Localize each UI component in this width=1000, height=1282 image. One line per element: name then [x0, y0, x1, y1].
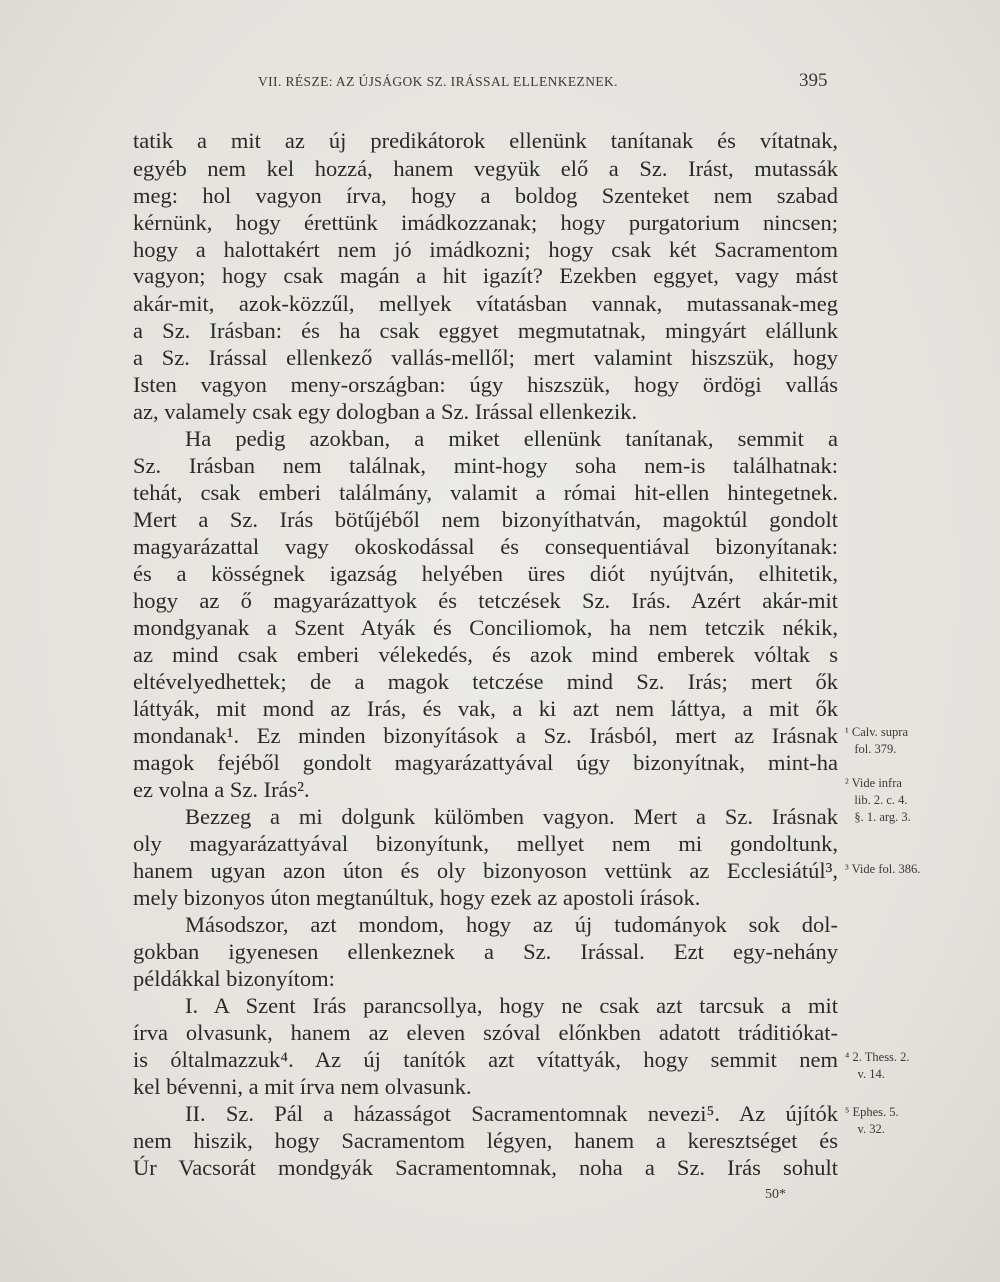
text-line: az, valamely csak egy dologban a Sz. Irással ellenkezik. [133, 399, 638, 424]
text-line: a Sz. Irásban: és ha csak eggyet megmutatnak, mingyárt elállunk [133, 318, 838, 343]
text-line: Bezzeg a mi dolgunk külömben vagyon. Mert a Sz. Irásnak [185, 804, 838, 829]
text-line: magok fejéből gondolt magyarázattyával úgy bizonyítnak, mint-ha [133, 750, 838, 775]
footnote-3: ³ Vide fol. 386. [845, 862, 921, 876]
text-line: II. Sz. Pál a házasságot Sacramentomnak nevezi⁵. Az újítók [185, 1101, 838, 1126]
text-line: láttyák, mit mond az Irás, és vak, a ki azt nem láttya, a mit ők [133, 696, 838, 721]
text-line: tatik a mit az új predikátorok ellenünk tanítanak és vítatnak, [133, 128, 838, 153]
page-number: 395 [799, 70, 828, 91]
text-line: ez volna a Sz. Irás². [133, 777, 310, 802]
text-line: gokban igyenesen ellenkeznek a Sz. Irással. Ezt egy-nehány [133, 939, 838, 964]
text-line: hogy a halottakért nem jó imádkozni; hogy csak két Sacramentom [133, 237, 838, 262]
text-line: Mert a Sz. Irás bötűjéből nem bizonyíthatván, magoktúl gondolt [133, 507, 838, 532]
text-line: mondgyanak a Szent Atyák és Conciliomok, ha nem tetczik nékik, [133, 615, 838, 640]
text-line: meg: hol vagyon írva, hogy a boldog Szenteket nem szabad [133, 183, 838, 208]
text-line: Sz. Irásban nem találnak, mint-hogy soha nem-is találhatnak: [133, 453, 838, 478]
text-line: I. A Szent Irás parancsollya, hogy ne csak azt tarcsuk a mit [185, 993, 838, 1018]
footnote-5: ⁵ Ephes. 5. v. 32. [845, 1105, 899, 1136]
text-line: kel bévenni, a mit írva nem olvasunk. [133, 1074, 472, 1099]
text-line: hogy az ő magyarázattyok és tetczések Sz. Irás. Azért akár-mit [133, 588, 838, 613]
footnote-2: ² Vide infra lib. 2. c. 4. §. 1. arg. 3. [845, 776, 911, 824]
footnote-4: ⁴ 2. Thess. 2. v. 14. [845, 1050, 910, 1081]
footnote-1: ¹ Calv. supra fol. 379. [845, 725, 908, 756]
text-line: vagyon; hogy csak magán a hit igazít? Ezekben eggyet, vagy mást [133, 263, 838, 288]
text-line: és a kösségnek igazság helyében üres diót nyújtván, elhitetik, [133, 561, 838, 586]
text-line: akár-mit, azok-közzűl, mellyek vítatásban vannak, mutassanak-meg [133, 291, 838, 316]
text-line: is óltalmazzuk⁴. Az új tanítók azt vítattyák, hogy semmit nem [133, 1047, 838, 1072]
text-line: mely bizonyos úton megtanúltuk, hogy ezek az apostoli írások. [133, 885, 701, 910]
text-line: kérnünk, hogy érettünk imádkozzanak; hogy purgatorium nincsen; [133, 210, 838, 235]
text-line: magyarázattal vagy okoskodással és consequentiával bizonyítanak: [133, 534, 838, 559]
text-line: Másodszor, azt mondom, hogy az új tudományok sok dol- [185, 912, 838, 937]
text-line: hanem ugyan azon úton és oly bizonyoson vettünk az Ecclesiátúl³, [133, 858, 838, 883]
text-line: eltévelyedhettek; de a magok tetczése mind Sz. Irás; mert ők [133, 669, 838, 694]
text-line: nem hiszik, hogy Sacramentom légyen, hanem a keresztséget és [133, 1128, 838, 1153]
text-line: tehát, csak emberi találmány, valamit a római hit-ellen hintegetnek. [133, 480, 838, 505]
text-line: mondanak¹. Ez minden bizonyítások a Sz. Irásból, mert az Irásnak [133, 723, 838, 748]
text-line: a Sz. Irással ellenkező vallás-mellől; mert valamint hiszszük, hogy [133, 345, 838, 370]
text-line: Úr Vacsorát mondgyák Sacramentomnak, noha a Sz. Irás sohult [133, 1155, 838, 1180]
running-head: VII. RÉSZE: AZ ÚJSÁGOK SZ. IRÁSSAL ELLENKEZNEK. [258, 74, 618, 89]
text-line: Ha pedig azokban, a miket ellenünk tanítanak, semmit a [185, 426, 838, 451]
text-line: példákkal bizonyítom: [133, 966, 335, 991]
text-line: írva olvasunk, hanem az eleven szóval előnkben adatott tráditiókat- [133, 1020, 838, 1045]
text-line: Isten vagyon meny-országban: úgy hiszszük, hogy ördögi vallás [133, 372, 838, 397]
text-line: egyéb nem kel hozzá, hanem vegyük elő a Sz. Irást, mutassák [133, 156, 838, 181]
text-line: oly magyarázattyával bizonyítunk, mellyet nem mi gondoltunk, [133, 831, 838, 856]
signature-mark: 50* [765, 1187, 786, 1202]
text-line: az mind csak emberi vélekedés, és azok mind emberek vóltak s [133, 642, 838, 667]
